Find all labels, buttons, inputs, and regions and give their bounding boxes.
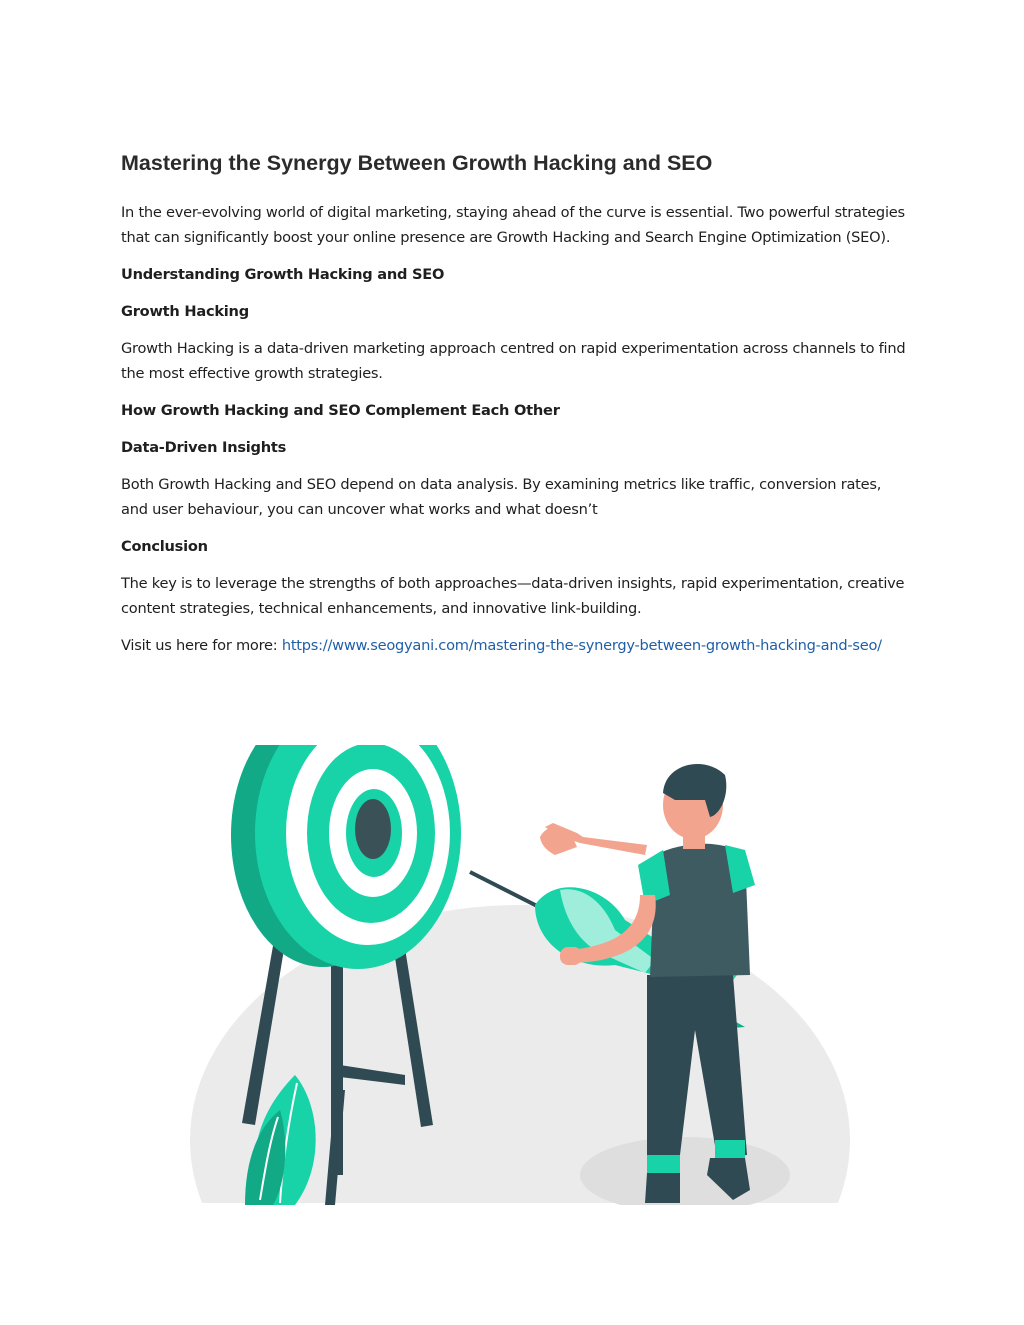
visit-prefix: Visit us here for more: [121,637,282,654]
growth-hacking-paragraph: Growth Hacking is a data-driven marketing approach centred on rapid experimentation across channels to find the most effective growth strategies. [121,340,906,382]
subheading-data-driven: Data-Driven Insights [121,439,287,456]
section-heading-complement: How Growth Hacking and SEO Complement Each Other [121,402,560,419]
data-driven-paragraph: Both Growth Hacking and SEO depend on data analysis. By examining metrics like traffic, conversion rates, and user behaviour, you can uncover what works and what doesn’t [121,476,882,518]
section-heading-understanding: Understanding Growth Hacking and SEO [121,266,445,283]
visit-line [121,633,906,658]
document-content [121,150,906,670]
visit-link[interactable]: https://www.seogyani.com/mastering-the-synergy-between-growth-hacking-and-seo/ [281,637,882,654]
intro-paragraph: In the ever-evolving world of digital marketing, staying ahead of the curve is essential. Two powerful strategies that can significantly boost your online presence are Growth Hacking and Search Engine Optimization (SEO). [121,204,905,246]
subheading-growth-hacking: Growth Hacking [121,303,249,320]
conclusion-heading: Conclusion [121,538,208,555]
page-title: Mastering the Synergy Between Growth Hacking and SEO [121,151,713,175]
target-illustration [185,745,850,1205]
conclusion-paragraph: The key is to leverage the strengths of both approaches—data-driven insights, rapid experimentation, creative content strategies, technical enhancements, and innovative link-building. [121,575,905,617]
